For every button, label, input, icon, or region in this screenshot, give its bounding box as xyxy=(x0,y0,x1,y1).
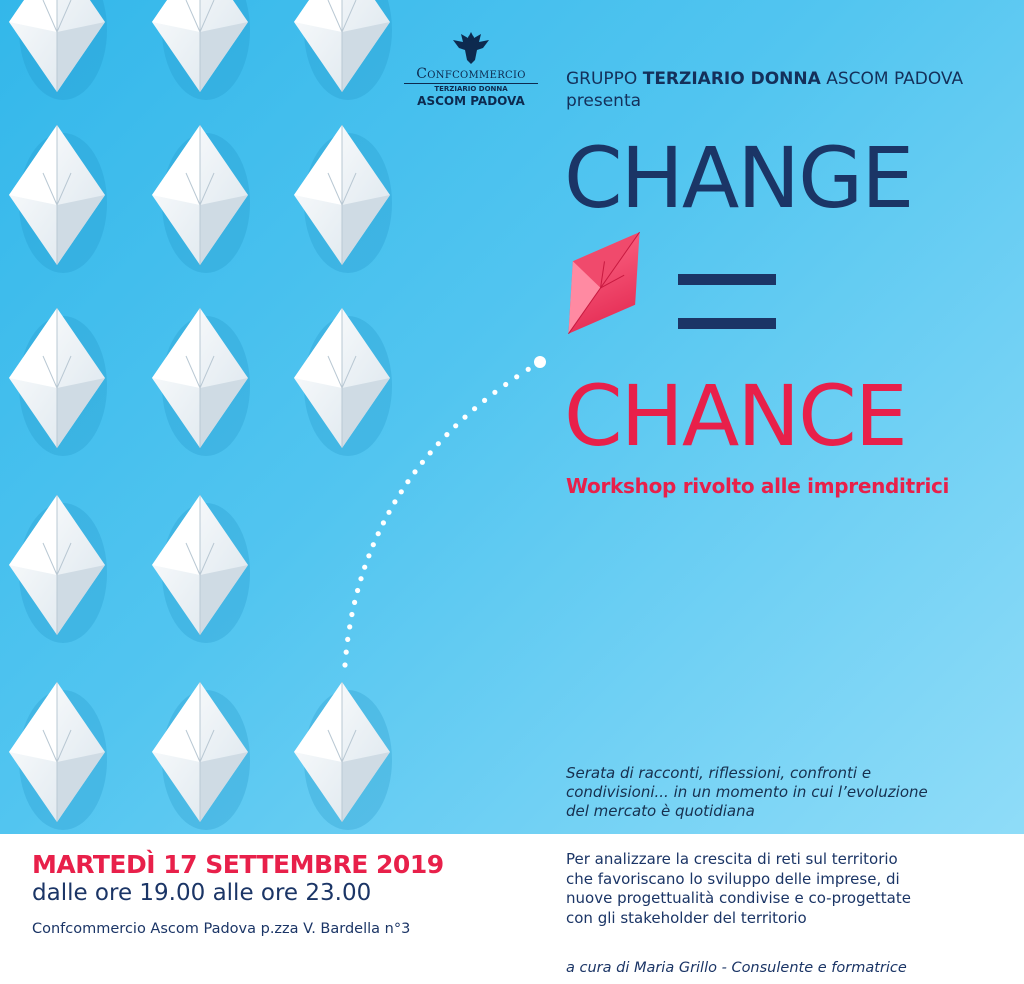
white-paper-boat xyxy=(294,682,392,830)
white-paper-boat xyxy=(294,0,392,100)
path-dot xyxy=(405,479,410,484)
path-dot xyxy=(376,531,381,536)
path-dot xyxy=(472,406,477,411)
event-credit: a cura di Maria Grillo - Consulente e formatrice xyxy=(566,960,907,976)
path-dot xyxy=(444,432,449,437)
confcommercio-logo xyxy=(398,30,544,108)
logo-line-confcommercio: Confcommercio xyxy=(416,66,526,82)
white-paper-boat xyxy=(9,495,107,643)
white-paper-boat xyxy=(9,308,107,456)
path-dot xyxy=(392,499,397,504)
equals-bar-bottom xyxy=(678,318,776,329)
equals-bar-top xyxy=(678,274,776,285)
white-paper-boat xyxy=(294,125,392,273)
path-dot xyxy=(347,624,352,629)
presenter-suffix: ASCOM PADOVA xyxy=(820,69,964,89)
path-dot xyxy=(366,553,371,558)
path-dot xyxy=(371,542,376,547)
path-dot xyxy=(358,576,363,581)
path-dot xyxy=(386,510,391,515)
path-dot xyxy=(349,612,354,617)
path-dot xyxy=(344,650,349,655)
workshop-subtitle: Workshop rivolto alle imprenditrici xyxy=(566,474,950,498)
white-paper-boat xyxy=(152,308,250,456)
white-paper-boat xyxy=(152,125,250,273)
path-dot xyxy=(345,637,350,642)
path-dot xyxy=(399,489,404,494)
path-dot xyxy=(355,588,360,593)
white-paper-boat xyxy=(9,0,107,100)
white-paper-boat xyxy=(9,682,107,830)
white-paper-boat xyxy=(9,125,107,273)
event-time: dalle ore 19.00 alle ore 23.00 xyxy=(32,880,372,906)
presenter-text xyxy=(566,68,963,112)
tagline-line: Serata di racconti, riflessioni, confronti e xyxy=(566,764,872,782)
path-dot xyxy=(362,565,367,570)
path-dot xyxy=(428,450,433,455)
event-description xyxy=(566,850,996,928)
path-dot xyxy=(514,374,519,379)
path-dot xyxy=(381,520,386,525)
presenter-bold: TERZIARIO DONNA xyxy=(642,69,821,89)
path-dot xyxy=(420,460,425,465)
presenter-line2: presenta xyxy=(566,91,642,111)
white-paper-boat xyxy=(152,0,250,100)
eagle-icon xyxy=(451,30,491,64)
red-paper-boat xyxy=(537,210,670,355)
white-paper-boat xyxy=(294,308,392,456)
white-paper-boat xyxy=(152,495,250,643)
path-dot xyxy=(352,600,357,605)
path-dot xyxy=(503,382,508,387)
event-date: MARTEDÌ 17 SETTEMBRE 2019 xyxy=(32,850,444,879)
path-dot xyxy=(436,441,441,446)
presenter-prefix: GRUPPO xyxy=(566,69,643,89)
white-paper-boat xyxy=(152,682,250,830)
logo-line-terziario: TERZIARIO DONNA xyxy=(404,83,538,93)
path-dot xyxy=(412,469,417,474)
path-dot xyxy=(492,390,497,395)
description-line: Per analizzare la crescita di reti sul territorio xyxy=(566,850,898,868)
event-tagline xyxy=(566,764,986,821)
path-dot xyxy=(342,662,347,667)
path-dot xyxy=(453,423,458,428)
description-line: con gli stakeholder del territorio xyxy=(566,908,807,927)
event-place: Confcommercio Ascom Padova p.zza V. Bardella n°3 xyxy=(32,921,411,937)
tagline-line: del mercato è quotidiana xyxy=(566,802,755,820)
path-dot xyxy=(534,356,546,368)
description-line: nuove progettualità condivise e co-progettate xyxy=(566,889,911,907)
logo-line-ascom: ASCOM PADOVA xyxy=(417,94,525,108)
path-dot xyxy=(526,367,531,372)
tagline-line: condivisioni... in un momento in cui l’evoluzione xyxy=(566,783,928,801)
description-line: che favoriscano lo sviluppo delle imprese, di xyxy=(566,869,900,888)
path-dot xyxy=(462,415,467,420)
path-dot xyxy=(482,398,487,403)
headline-chance: CHANCE xyxy=(564,367,906,465)
headline-change: CHANGE xyxy=(564,129,913,227)
